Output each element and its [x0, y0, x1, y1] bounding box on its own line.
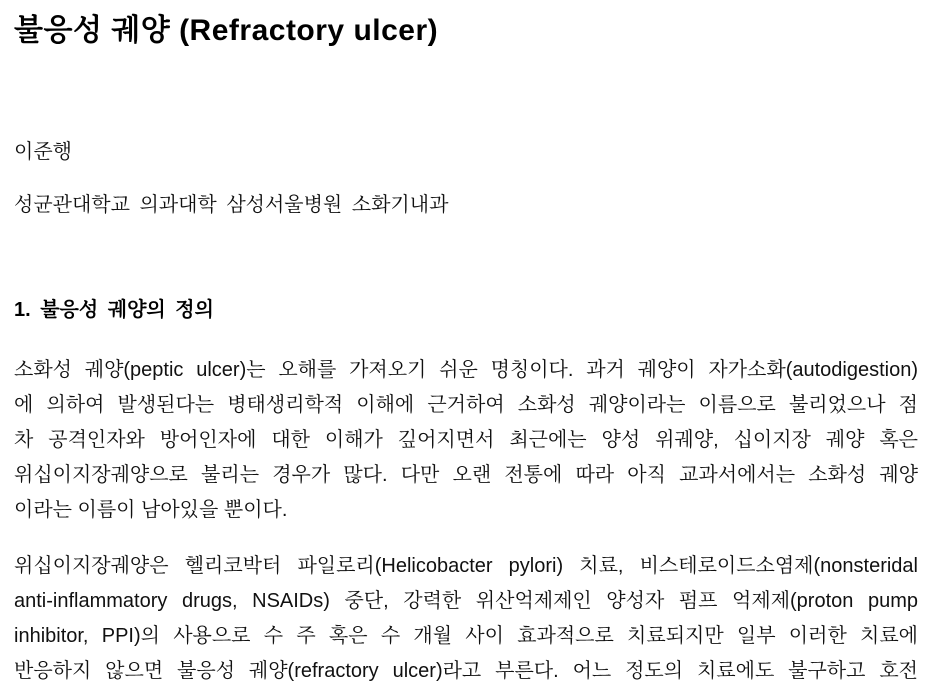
section-1-heading: 1. 불응성 궤양의 정의 [14, 299, 214, 321]
body-text-line: inhibitor, PPI)의 사용으로 수 주 혹은 수 개월 사이 효과적으로 치료되지만 일부 이러한 치료에 [14, 625, 918, 647]
document-title: 불응성 궤양 (Refractory ulcer) [14, 14, 439, 47]
body-text-line: 차 공격인자와 방어인자에 대한 이해가 깊어지면서 최근에는 양성 위궤양, 십이지장 궤양 혹은 [14, 429, 918, 451]
body-text-line: 이라는 이름이 남아있을 뿐이다. [14, 499, 288, 521]
paragraph-1 [14, 353, 918, 528]
body-text-line: 에 의하여 발생된다는 병태생리학적 이해에 근거하여 소화성 궤양이라는 이름으로 불리었으나 점 [14, 394, 918, 416]
author-name: 이준행 [14, 141, 72, 163]
paragraph-2 [14, 549, 918, 689]
body-text-line: 반응하지 않으면 불응성 궤양(refractory ulcer)라고 부른다. 어느 정도의 치료에도 불구하고 호전 [14, 660, 918, 682]
author-affiliation: 성균관대학교 의과대학 삼성서울병원 소화기내과 [14, 194, 449, 216]
body-text-line: 소화성 궤양(peptic ulcer)는 오해를 가져오기 쉬운 명칭이다. 과거 궤양이 자가소화(autodigestion) [14, 359, 918, 381]
body-text-line: anti-inflammatory drugs, NSAIDs) 중단, 강력한 위산억제제인 양성자 펌프 억제제(proton pump [14, 590, 918, 612]
body-text-line: 위십이지장궤양은 헬리코박터 파일로리(Helicobacter pylori) 치료, 비스테로이드소염제(nonsteridal [14, 555, 918, 577]
body-text-line: 위십이지장궤양으로 불리는 경우가 많다. 다만 오랜 전통에 따라 아직 교과서에서는 소화성 궤양 [14, 464, 918, 486]
